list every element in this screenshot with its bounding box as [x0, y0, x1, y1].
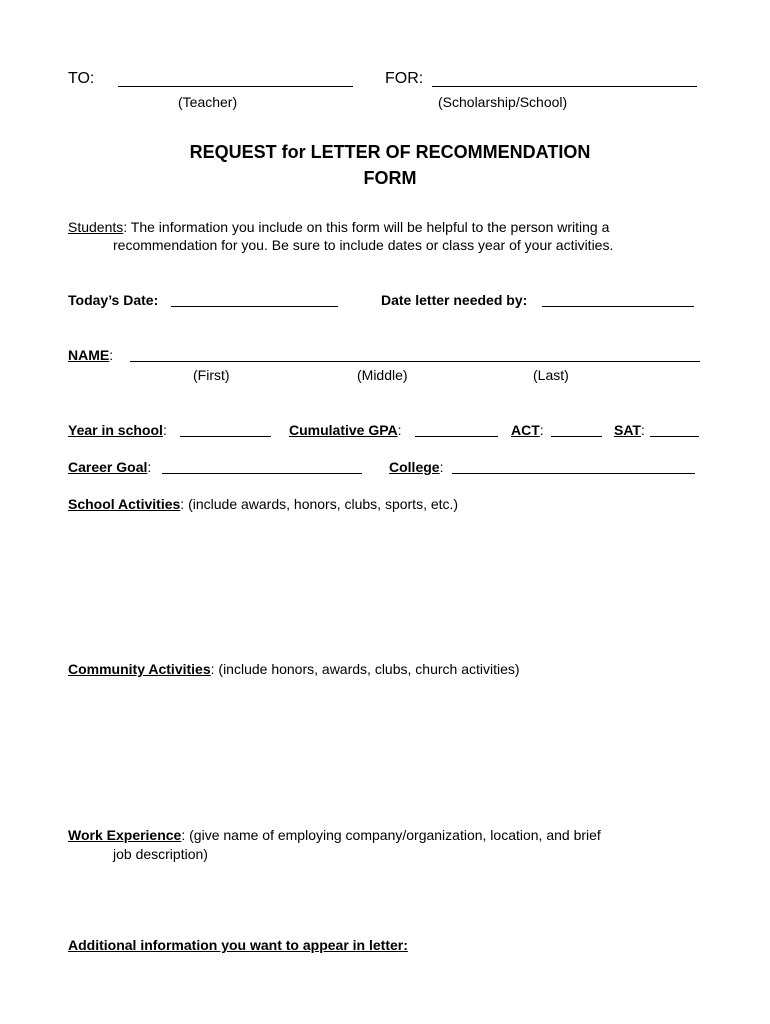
- community-activities-heading: [68, 661, 520, 677]
- college-label-group: [389, 459, 443, 475]
- name-label: NAME: [68, 347, 110, 363]
- sat-label-group: [614, 422, 645, 438]
- work-experience-hint: : (give name of employing company/organization, location, and brief: [181, 827, 601, 843]
- todays-date-line[interactable]: [171, 306, 338, 307]
- work-experience-area[interactable]: [68, 870, 698, 930]
- work-experience-label: Work Experience: [68, 827, 182, 843]
- date-needed-line[interactable]: [542, 306, 694, 307]
- year-label-group: [68, 422, 167, 438]
- community-activities-hint: : (include honors, awards, clubs, church activities): [210, 661, 520, 677]
- career-goal-line[interactable]: [162, 473, 362, 474]
- act-colon: :: [539, 422, 544, 438]
- gpa-line[interactable]: [415, 436, 498, 437]
- college-line[interactable]: [452, 473, 695, 474]
- work-experience-heading: [68, 827, 601, 843]
- name-last-caption: (Last): [533, 367, 569, 383]
- career-label-group: [68, 459, 151, 475]
- name-first-caption: (First): [193, 367, 230, 383]
- year-colon: :: [162, 422, 167, 438]
- sat-label: SAT: [614, 422, 641, 438]
- students-label: Students: [68, 219, 124, 235]
- sat-line[interactable]: [650, 436, 699, 437]
- to-caption: (Teacher): [178, 94, 238, 110]
- date-needed-label: Date letter needed by:: [381, 292, 528, 308]
- to-teacher-line[interactable]: [118, 86, 353, 87]
- school-activities-label: School Activities: [68, 496, 181, 512]
- form-title-line1: REQUEST for LETTER OF RECOMMENDATION: [189, 142, 591, 162]
- career-colon: :: [147, 459, 152, 475]
- school-activities-hint: : (include awards, honors, clubs, sports, etc.): [180, 496, 459, 512]
- act-label: ACT: [511, 422, 540, 438]
- act-label-group: [511, 422, 544, 438]
- school-activities-area[interactable]: [68, 520, 698, 650]
- sat-colon: :: [640, 422, 645, 438]
- year-line[interactable]: [180, 436, 271, 437]
- school-activities-heading: [68, 496, 458, 512]
- form-title-line2: FORM: [363, 168, 417, 188]
- gpa-label-group: [289, 422, 402, 438]
- community-activities-label: Community Activities: [68, 661, 211, 677]
- career-goal-label: Career Goal: [68, 459, 148, 475]
- work-experience-hint-line2: job description): [113, 846, 208, 862]
- intro-line1: [68, 219, 609, 235]
- todays-date-label: Today’s Date:: [68, 292, 159, 308]
- year-label: Year in school: [68, 422, 163, 438]
- community-activities-area[interactable]: [68, 685, 698, 815]
- additional-info-area[interactable]: [68, 960, 698, 1015]
- gpa-colon: :: [397, 422, 402, 438]
- to-label: TO:: [68, 70, 95, 87]
- for-scholarship-line[interactable]: [432, 86, 697, 87]
- gpa-label: Cumulative GPA: [289, 422, 398, 438]
- name-line[interactable]: [130, 361, 700, 362]
- intro-line2: recommendation for you. Be sure to include dates or class year of your activities.: [113, 237, 614, 253]
- college-label: College: [389, 459, 440, 475]
- for-label: FOR:: [385, 70, 424, 87]
- college-colon: :: [439, 459, 444, 475]
- name-middle-caption: (Middle): [357, 367, 408, 383]
- additional-info-label: Additional information you want to appear in letter:: [68, 937, 408, 953]
- name-colon: :: [109, 347, 114, 363]
- act-line[interactable]: [551, 436, 602, 437]
- for-caption: (Scholarship/School): [438, 94, 568, 110]
- intro-line1-text: : The information you include on this form will be helpful to the person writing a: [123, 219, 610, 235]
- name-label-group: [68, 347, 113, 363]
